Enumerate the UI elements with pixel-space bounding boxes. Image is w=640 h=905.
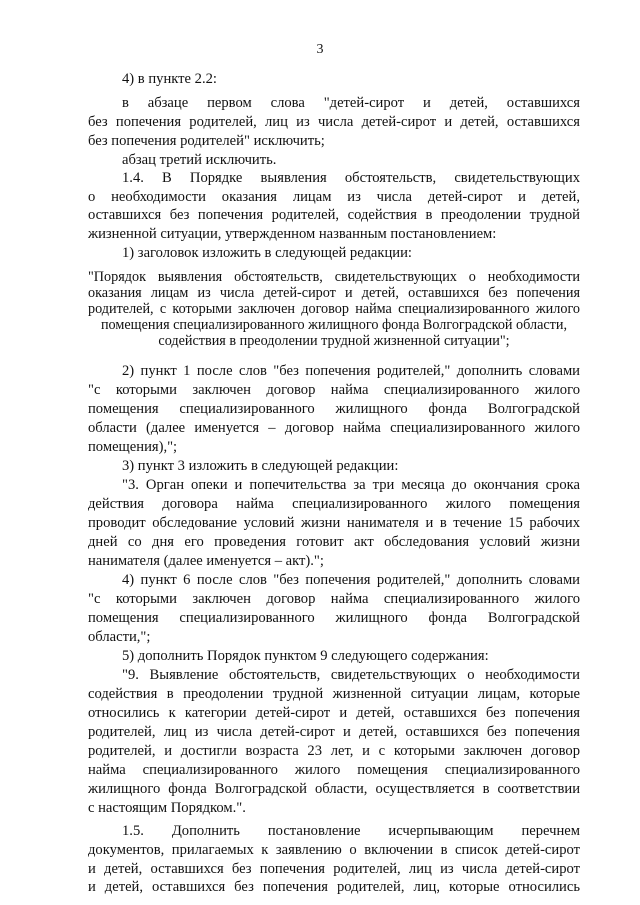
text-line: с настоящим Порядком.". bbox=[88, 800, 246, 816]
text-line: жилищного фонда Волгоградской области, осуществляется в соответствии bbox=[88, 781, 580, 797]
text-line: 1.5. Дополнить постановление исчерпывающим перечнем bbox=[122, 823, 580, 839]
text-line: родителей, и достигли возраста 23 лет, и с которыми заключен договор bbox=[88, 743, 580, 759]
quoted-title-line: содействия в преодолении трудной жизненной ситуации"; bbox=[158, 333, 510, 349]
text-line: содействия в преодолении трудной жизненной ситуации лицам, которые bbox=[88, 686, 580, 702]
text-line: без попечения родителей, лиц из числа детей-сирот и детей, оставшихся bbox=[88, 114, 580, 130]
text-line: "с которыми заключен договор найма специализированного жилого bbox=[88, 382, 580, 398]
text-line: "с которыми заключен договор найма специализированного жилого bbox=[88, 591, 580, 607]
text-line: жизненной ситуации, утвержденном названным постановлением: bbox=[88, 226, 497, 242]
text-line: 4) в пункте 2.2: bbox=[122, 71, 217, 87]
text-line: оставшихся без попечения родителей, содействия в преодолении трудной bbox=[88, 207, 580, 223]
page-number: 3 bbox=[316, 42, 324, 57]
text-line: без попечения родителей" исключить; bbox=[88, 133, 325, 149]
text-line: 5) дополнить Порядок пунктом 9 следующего содержания: bbox=[122, 648, 489, 664]
quoted-title-line: оказания лицам из числа детей-сирот и детей, оставшихся без попечения bbox=[88, 285, 580, 301]
text-line: области,"; bbox=[88, 629, 151, 645]
text-line: 4) пункт 6 после слов "без попечения родителей," дополнить словами bbox=[122, 572, 580, 588]
text-line: области (далее именуется – договор найма специализированного жилого bbox=[88, 420, 580, 436]
text-line: 1) заголовок изложить в следующей редакции: bbox=[122, 245, 412, 261]
text-line: помещения специализированного жилищного фонда Волгоградской bbox=[88, 401, 580, 417]
text-line: помещения специализированного жилищного фонда Волгоградской bbox=[88, 610, 580, 626]
text-line: найма специализированного жилого помещения специализированного bbox=[88, 762, 580, 778]
text-line: дней со дня его проведения готовит акт обследования условий жизни bbox=[88, 534, 580, 550]
quoted-title-line: родителей, с которыми заключен договор найма специализированного жилого bbox=[88, 301, 580, 317]
quoted-title-line: "Порядок выявления обстоятельств, свидетельствующих о необходимости bbox=[88, 269, 580, 285]
text-line: родителей, лиц из числа детей-сирот и детей, оставшихся без попечения bbox=[88, 724, 580, 740]
text-line: документов, прилагаемых к заявлению о включении в список детей-сирот bbox=[88, 842, 580, 858]
text-line: действия договора найма специализированного жилого помещения bbox=[88, 496, 580, 512]
text-line: "3. Орган опеки и попечительства за три месяца до окончания срока bbox=[122, 477, 580, 493]
text-line: о необходимости оказания лицам из числа детей-сирот и детей, bbox=[88, 189, 580, 205]
quoted-title-line: помещения специализированного жилищного фонда Волгоградской области, bbox=[100, 317, 568, 333]
text-line: 1.4. В Порядке выявления обстоятельств, свидетельствующих bbox=[122, 170, 580, 186]
text-line: 2) пункт 1 после слов "без попечения родителей," дополнить словами bbox=[122, 363, 580, 379]
text-line: нанимателя (далее именуется – акт)."; bbox=[88, 553, 324, 569]
text-line: и детей, оставшихся без попечения родителей, лиц, которые относились bbox=[88, 879, 580, 895]
text-line: "9. Выявление обстоятельств, свидетельствующих о необходимости bbox=[122, 667, 580, 683]
text-line: проводит обследование условий жизни нанимателя и в течение 15 рабочих bbox=[88, 515, 580, 531]
text-line: абзац третий исключить. bbox=[122, 152, 277, 168]
text-line: в абзаце первом слова "детей-сирот и детей, оставшихся bbox=[122, 95, 580, 111]
text-line: помещения),"; bbox=[88, 439, 178, 455]
text-line: и детей, оставшихся без попечения родителей, лиц из числа детей-сирот bbox=[88, 861, 580, 877]
text-line: 3) пункт 3 изложить в следующей редакции: bbox=[122, 458, 399, 474]
text-line: относились к категории детей-сирот и детей, оставшихся без попечения bbox=[88, 705, 580, 721]
